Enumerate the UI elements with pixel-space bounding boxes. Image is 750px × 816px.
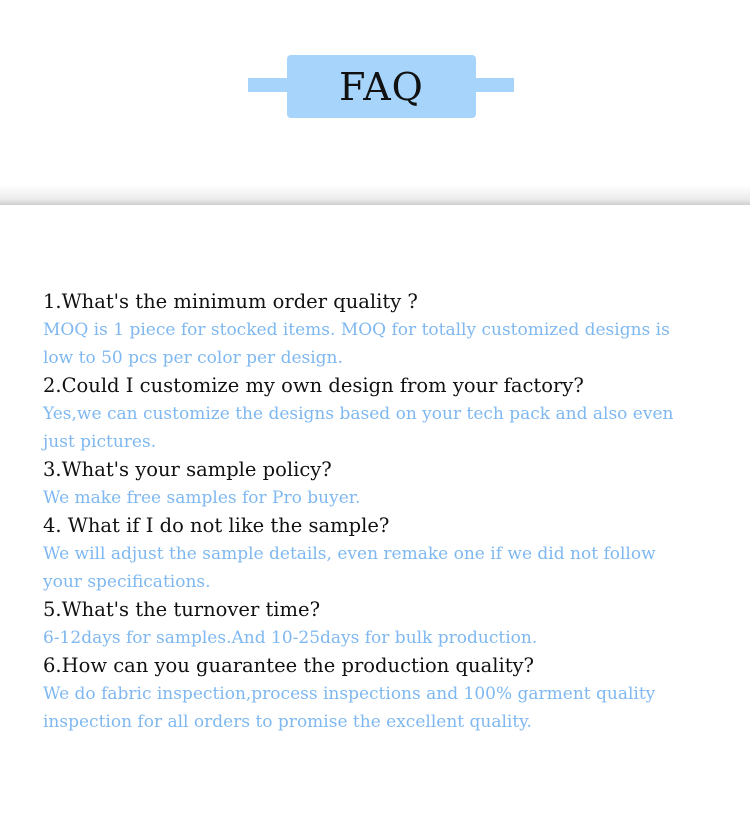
faq-question: 5.What's the turnover time? [43, 598, 321, 621]
faq-answer [43, 540, 733, 596]
faq-answer [43, 680, 733, 736]
section-divider [0, 185, 750, 205]
faq-answer-line: your specifications. [43, 572, 211, 592]
faq-question: 1.What's the minimum order quality ? [43, 290, 418, 313]
faq-question: 3.What's your sample policy? [43, 458, 332, 481]
faq-question: 2.Could I customize my own design from your factory? [43, 374, 584, 397]
faq-list [43, 288, 733, 736]
faq-question: 4. What if I do not like the sample? [43, 514, 390, 537]
header-title-box [287, 55, 476, 118]
faq-answer [43, 316, 733, 372]
faq-answer-line: MOQ is 1 piece for stocked items. MOQ for totally customized designs is [43, 320, 670, 340]
faq-answer-line: We will adjust the sample details, even remake one if we did not follow [43, 544, 656, 564]
faq-item [43, 596, 733, 652]
faq-answer-line: just pictures. [43, 432, 157, 452]
faq-item [43, 372, 733, 456]
faq-answer [43, 484, 733, 512]
faq-answer-line: low to 50 pcs per color per design. [43, 348, 343, 368]
faq-item [43, 512, 733, 596]
faq-answer-line: inspection for all orders to promise the excellent quality. [43, 712, 532, 732]
faq-item [43, 652, 733, 736]
page-title: FAQ [339, 64, 424, 109]
faq-answer [43, 624, 733, 652]
faq-item [43, 288, 733, 372]
faq-question: 6.How can you guarantee the production quality? [43, 654, 535, 677]
faq-answer-line: We do fabric inspection,process inspections and 100% garment quality [43, 684, 656, 704]
faq-item [43, 456, 733, 512]
faq-answer-line: Yes,we can customize the designs based on your tech pack and also even [43, 404, 674, 424]
faq-answer-line: 6-12days for samples.And 10-25days for bulk production. [43, 628, 538, 648]
faq-answer-line: We make free samples for Pro buyer. [43, 488, 361, 508]
faq-header [0, 0, 750, 200]
faq-answer [43, 400, 733, 456]
